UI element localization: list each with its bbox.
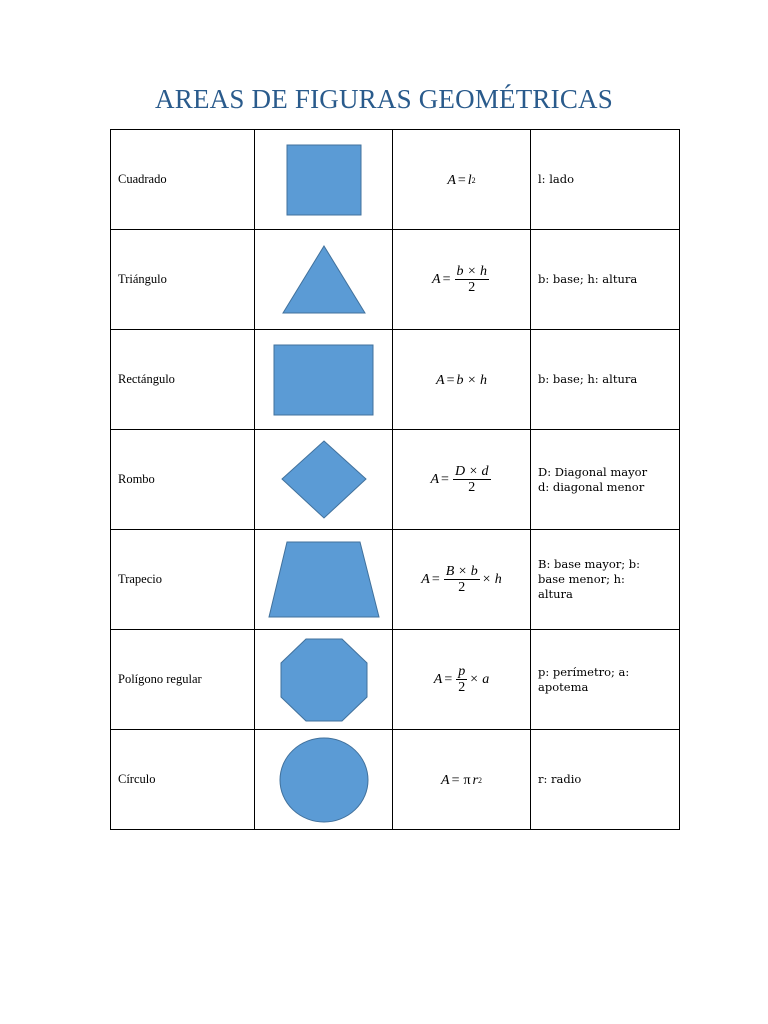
figure-name: Rectángulo bbox=[111, 330, 255, 430]
areas-table bbox=[110, 129, 680, 830]
formula-cell bbox=[393, 330, 531, 430]
formula-cell bbox=[393, 630, 531, 730]
table-row bbox=[111, 330, 680, 430]
variable-description: B: base mayor; b: base menor; h: altura bbox=[531, 530, 680, 630]
formula-cell bbox=[393, 130, 531, 230]
triangle-icon bbox=[281, 245, 367, 315]
shape-cell bbox=[255, 330, 393, 430]
shape-cell bbox=[255, 230, 393, 330]
figure-name: Polígono regular bbox=[111, 630, 255, 730]
formula-cell bbox=[393, 430, 531, 530]
shape-cell bbox=[255, 630, 393, 730]
formula-poligono: A = $\frac{p}{2}$ × a bbox=[433, 664, 490, 695]
formula-rombo: A = $\frac{D \times d}{2}$ bbox=[430, 464, 489, 495]
variable-description: b: base; h: altura bbox=[531, 330, 680, 430]
formula-rectangulo: A = b × h bbox=[436, 372, 487, 388]
variable-description: D: Diagonal mayor d: diagonal menor bbox=[531, 430, 680, 530]
table-row bbox=[111, 630, 680, 730]
shape-cell bbox=[255, 430, 393, 530]
figure-name: Triángulo bbox=[111, 230, 255, 330]
trapezoid-icon bbox=[267, 541, 381, 619]
table-row bbox=[111, 230, 680, 330]
formula-triangulo: A = $\frac{b \times h}{2}$ bbox=[432, 264, 487, 295]
formula-circulo: A = π r 2 bbox=[441, 772, 482, 788]
circle-icon bbox=[278, 737, 370, 823]
formula-cell bbox=[393, 230, 531, 330]
figure-name: Rombo bbox=[111, 430, 255, 530]
shape-cell bbox=[255, 130, 393, 230]
variable-description: b: base; h: altura bbox=[531, 230, 680, 330]
formula-cell bbox=[393, 530, 531, 630]
shape-cell bbox=[255, 530, 393, 630]
variable-description: l: lado bbox=[531, 130, 680, 230]
table-row bbox=[111, 530, 680, 630]
square-icon bbox=[286, 144, 362, 216]
figure-name: Trapecio bbox=[111, 530, 255, 630]
rectangle-icon bbox=[273, 344, 375, 416]
formula-cell bbox=[393, 730, 531, 830]
formula-trapecio: A = $\frac{B \times b}{2}$ × h bbox=[421, 564, 502, 595]
figure-name: Cuadrado bbox=[111, 130, 255, 230]
table-row bbox=[111, 130, 680, 230]
page-title: AREAS DE FIGURAS GEOMÉTRICAS bbox=[155, 84, 613, 114]
variable-description: p: perímetro; a: apotema bbox=[531, 630, 680, 730]
table-row bbox=[111, 430, 680, 530]
shape-cell bbox=[255, 730, 393, 830]
octagon-icon bbox=[279, 638, 369, 722]
formula-cuadrado: A = l 2 bbox=[447, 172, 476, 188]
rhombus-icon bbox=[280, 440, 368, 520]
variable-description: r: radio bbox=[531, 730, 680, 830]
figure-name: Círculo bbox=[111, 730, 255, 830]
table-row bbox=[111, 730, 680, 830]
